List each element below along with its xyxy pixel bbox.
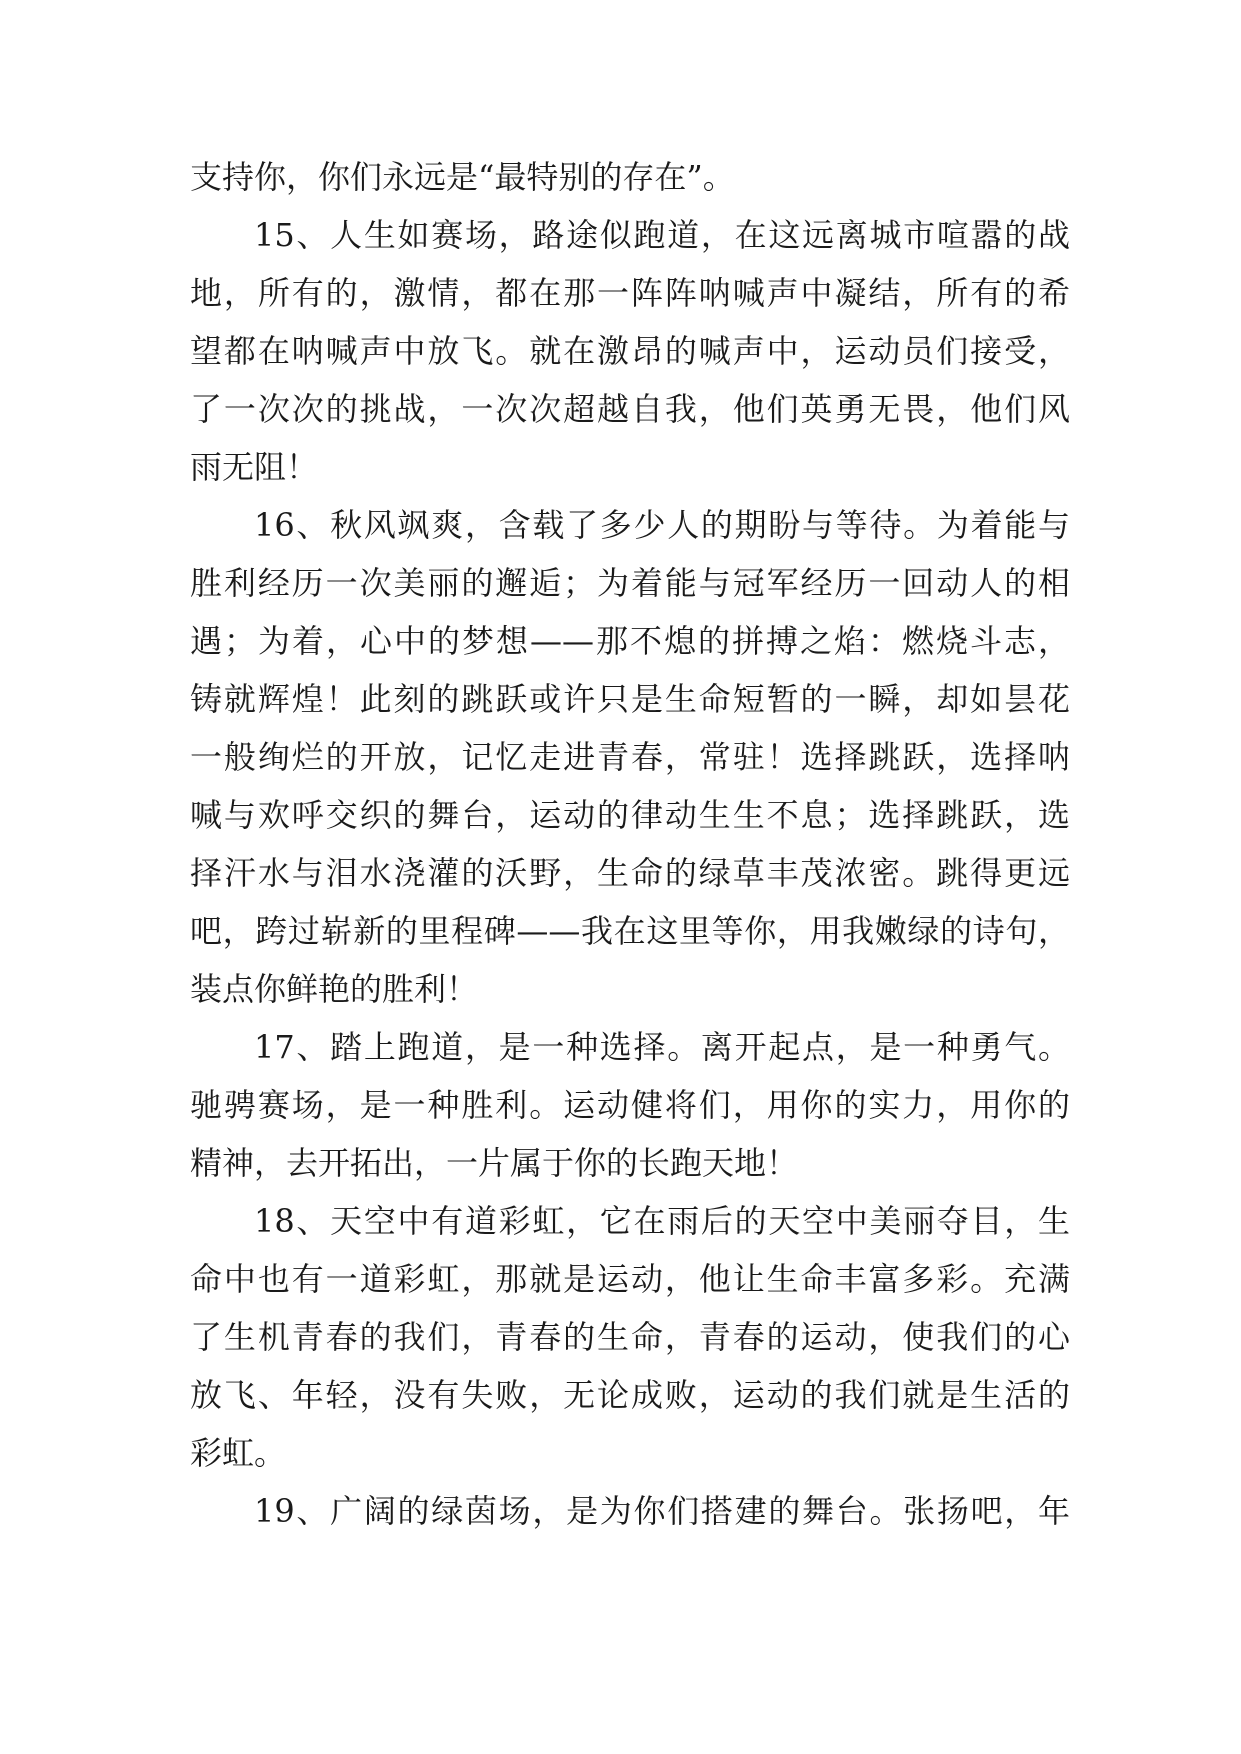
- text-line: 18、天空中有道彩虹，它在雨后的天空中美丽夺目，生: [254, 1202, 1070, 1240]
- text-line: 命中也有一道彩虹，那就是运动，他让生命丰富多彩。充满: [190, 1260, 1070, 1298]
- text-line: 地，所有的，激情，都在那一阵阵呐喊声中凝结，所有的希: [190, 274, 1070, 312]
- text-line: 择汗水与泪水浇灌的沃野，生命的绿草丰茂浓密。跳得更远: [190, 854, 1070, 892]
- text-line: 支持你，你们永远是“最特别的存在”。: [190, 158, 735, 196]
- text-line: 胜利经历一次美丽的邂逅；为着能与冠军经历一回动人的相: [190, 564, 1070, 602]
- text-line: 19、广阔的绿茵场，是为你们搭建的舞台。张扬吧，年: [254, 1492, 1070, 1530]
- text-line: 装点你鲜艳的胜利！: [190, 970, 479, 1008]
- text-line: 了一次次的挑战，一次次超越自我，他们英勇无畏，他们风: [190, 390, 1070, 428]
- text-line: 17、踏上跑道，是一种选择。离开起点，是一种勇气。: [254, 1028, 1070, 1066]
- text-line: 驰骋赛场，是一种胜利。运动健将们，用你的实力，用你的: [190, 1086, 1070, 1124]
- text-line: 一般绚烂的开放，记忆走进青春，常驻！选择跳跃，选择呐: [190, 738, 1070, 776]
- text-line: 放飞、年轻，没有失败，无论成败，运动的我们就是生活的: [190, 1376, 1070, 1414]
- text-line: 精神，去开拓出，一片属于你的长跑天地！: [190, 1144, 799, 1182]
- text-line: 了生机青春的我们，青春的生命，青春的运动，使我们的心: [190, 1318, 1070, 1356]
- text-line: 遇；为着，心中的梦想——那不熄的拼搏之焰：燃烧斗志，: [190, 622, 1070, 660]
- text-line: 铸就辉煌！此刻的跳跃或许只是生命短暂的一瞬，却如昙花: [190, 680, 1070, 718]
- text-line: 望都在呐喊声中放飞。就在激昂的喊声中，运动员们接受，: [190, 332, 1070, 370]
- text-line: 16、秋风飒爽，含载了多少人的期盼与等待。为着能与: [254, 506, 1070, 544]
- text-line: 吧，跨过崭新的里程碑——我在这里等你，用我嫩绿的诗句，: [190, 912, 1070, 950]
- text-line: 15、人生如赛场，路途似跑道，在这远离城市喧嚣的战: [254, 216, 1070, 254]
- text-line: 喊与欢呼交织的舞台，运动的律动生生不息；选择跳跃，选: [190, 796, 1070, 834]
- text-line: 雨无阻！: [190, 448, 319, 486]
- text-line: 彩虹。: [190, 1434, 287, 1472]
- body-text: [190, 148, 1070, 1540]
